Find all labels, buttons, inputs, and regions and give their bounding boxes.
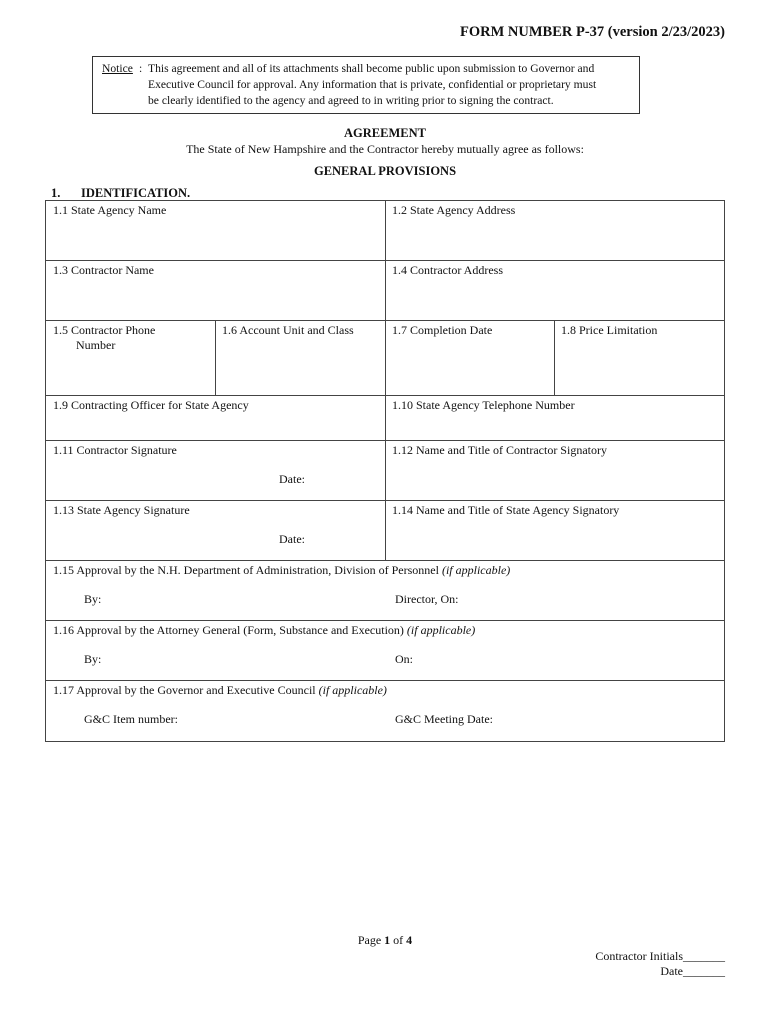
field-1-17-governor-approval[interactable]	[53, 683, 387, 698]
page-number: 1	[384, 933, 391, 947]
field-1-16-on[interactable]: On:	[395, 652, 413, 666]
field-1-11-date[interactable]: Date:	[279, 472, 305, 486]
field-1-9-contracting-officer[interactable]: 1.9 Contracting Officer for State Agency	[53, 398, 249, 412]
general-provisions-title: GENERAL PROVISIONS	[313, 164, 457, 178]
field-1-11-contractor-signature[interactable]: 1.11 Contractor Signature	[53, 443, 177, 457]
page-indicator	[0, 933, 770, 948]
field-1-15-personnel-approval[interactable]	[53, 563, 510, 578]
field-1-17-label: 1.17 Approval by the Governor and Executive Council	[53, 683, 316, 697]
field-1-15-applicable: (if applicable)	[441, 563, 511, 577]
section-number: 1.	[51, 186, 61, 200]
field-1-1-state-agency-name[interactable]: 1.1 State Agency Name	[53, 203, 167, 217]
form-number: FORM NUMBER P-37 (version 2/23/2023)	[460, 24, 725, 40]
field-1-5-contractor-phone[interactable]	[53, 323, 155, 353]
agreement-title: AGREEMENT	[344, 126, 426, 140]
field-1-6-account-unit[interactable]: 1.6 Account Unit and Class	[222, 323, 354, 337]
field-1-5-label-line-1: 1.5 Contractor Phone	[53, 323, 156, 337]
field-1-17-gc-meeting-date[interactable]: G&C Meeting Date:	[395, 712, 493, 726]
field-1-17-applicable: (if applicable)	[318, 683, 387, 697]
notice-colon: :	[139, 62, 143, 75]
field-1-17-gc-item-number[interactable]: G&C Item number:	[84, 712, 178, 726]
field-1-16-attorney-approval[interactable]	[53, 623, 475, 638]
field-1-15-director-on[interactable]: Director, On:	[395, 592, 459, 606]
field-1-16-by[interactable]: By:	[84, 652, 102, 666]
field-1-4-contractor-address[interactable]: 1.4 Contractor Address	[392, 263, 503, 277]
notice-line-2: Executive Council for approval. Any information that is private, confidential or proprietary must	[148, 78, 597, 91]
contractor-initials[interactable]: Contractor Initials_______	[595, 949, 725, 963]
notice-text	[148, 61, 638, 109]
notice-line-1: This agreement and all of its attachments shall become public upon submission to Governor and	[148, 62, 595, 75]
page-prefix: Page	[357, 933, 385, 947]
field-1-3-contractor-name[interactable]: 1.3 Contractor Name	[53, 263, 154, 277]
field-1-12-contractor-signatory[interactable]: 1.12 Name and Title of Contractor Signatory	[392, 443, 607, 457]
field-1-7-completion-date[interactable]: 1.7 Completion Date	[392, 323, 493, 337]
initials-date[interactable]: Date_______	[660, 964, 725, 978]
field-1-13-agency-signature[interactable]: 1.13 State Agency Signature	[53, 503, 190, 517]
field-1-15-label: 1.15 Approval by the N.H. Department of Administration, Division of Personnel	[53, 563, 439, 577]
field-1-14-agency-signatory[interactable]: 1.14 Name and Title of State Agency Signatory	[392, 503, 620, 517]
field-1-16-applicable: (if applicable)	[406, 623, 476, 637]
field-1-15-by[interactable]: By:	[84, 592, 102, 606]
notice-label: Notice	[102, 62, 133, 75]
field-1-2-state-agency-address[interactable]: 1.2 State Agency Address	[392, 203, 516, 217]
page-of: of	[390, 933, 407, 947]
identification-table	[45, 200, 725, 742]
notice-line-3: be clearly identified to the agency and agreed to in writing prior to signing the contract.	[148, 94, 554, 107]
field-1-8-price-limitation[interactable]: 1.8 Price Limitation	[561, 323, 658, 337]
section-title	[51, 186, 190, 201]
page-total: 4	[406, 933, 413, 947]
field-1-13-date[interactable]: Date:	[279, 532, 305, 546]
field-1-5-label-line-2: Number	[76, 338, 116, 352]
field-1-16-label: 1.16 Approval by the Attorney General (Form, Substance and Execution)	[53, 623, 404, 637]
footer-initials-block	[595, 949, 725, 979]
notice-box	[92, 56, 640, 114]
agreement-subtitle: The State of New Hampshire and the Contractor hereby mutually agree as follows:	[186, 142, 584, 156]
field-1-10-agency-telephone[interactable]: 1.10 State Agency Telephone Number	[392, 398, 575, 412]
section-name: IDENTIFICATION.	[81, 186, 191, 200]
